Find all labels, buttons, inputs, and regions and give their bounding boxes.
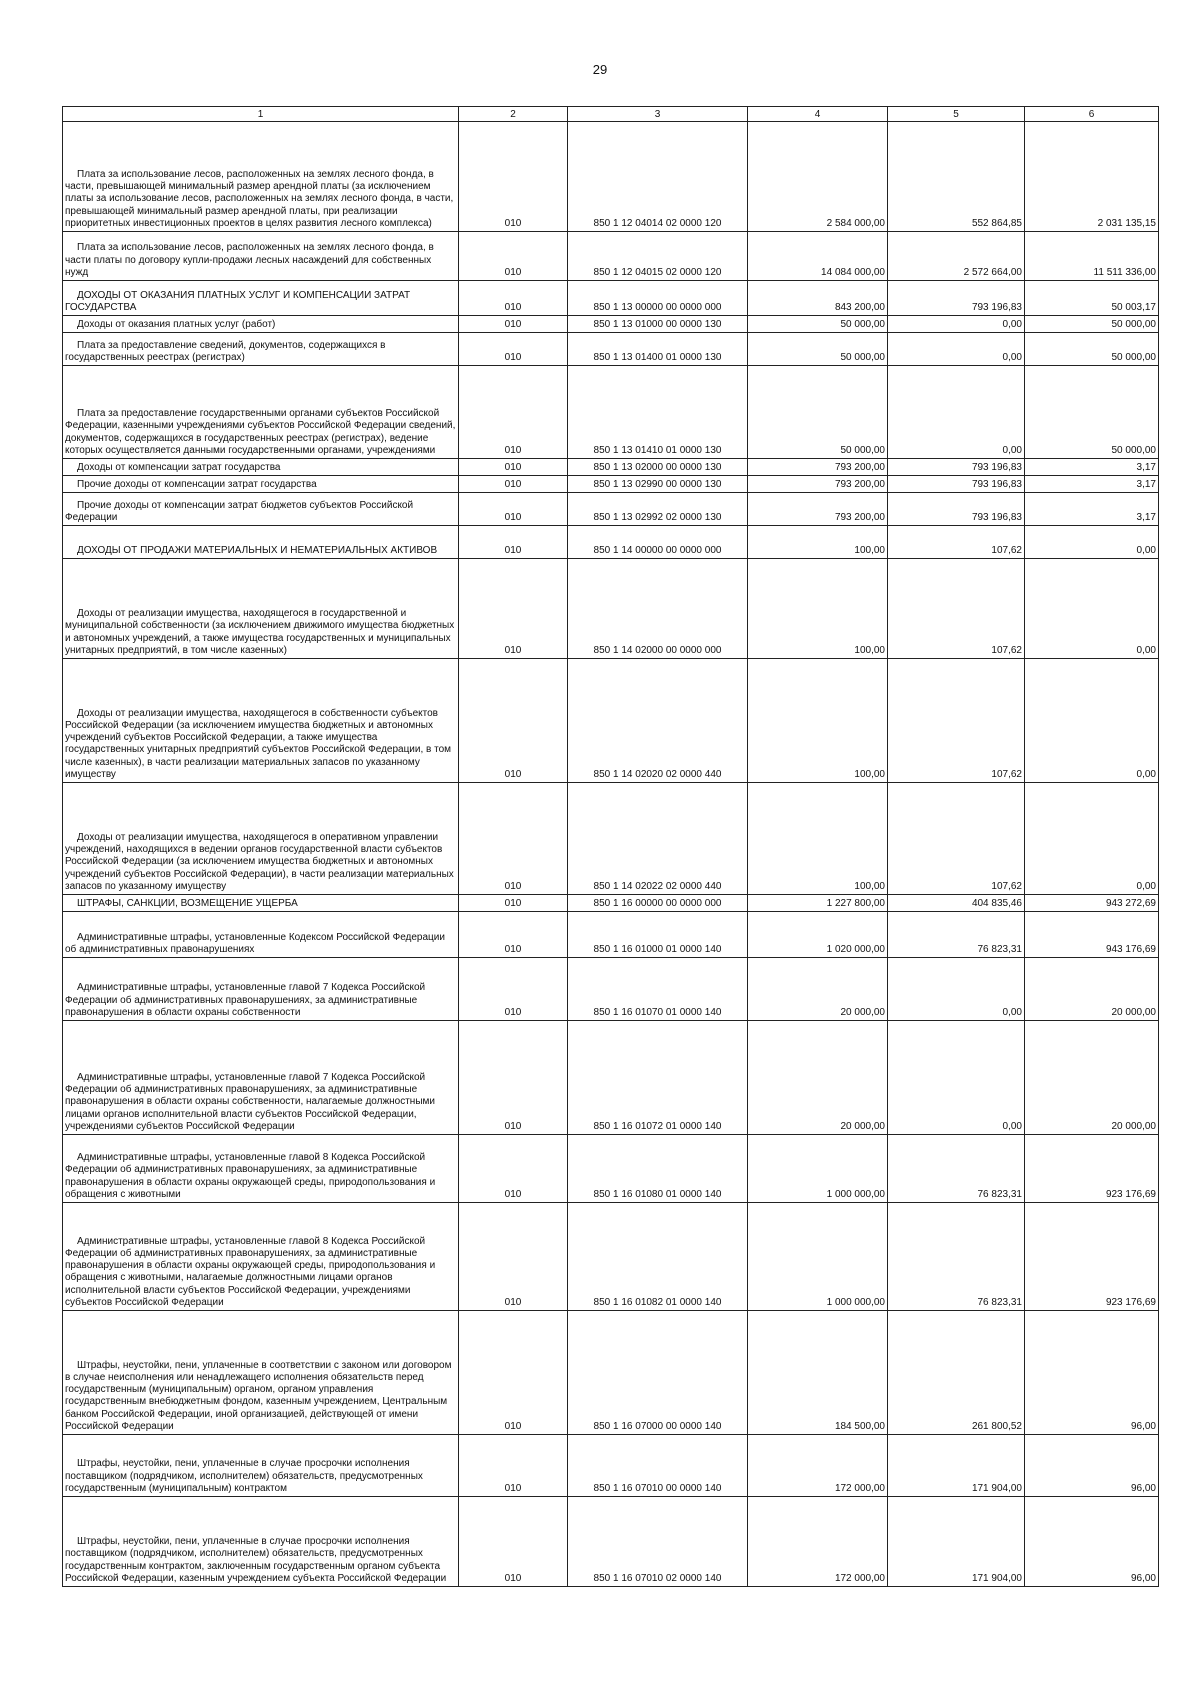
income-name: Доходы от реализации имущества, находящегося в государственной и муниципальной собственности (за исключением движимого имущества бюджетных и автономных учреждений, а также имущества государственных и муниципальных унитарных предприятий, в том числе казенных)	[63, 559, 459, 659]
income-name: Доходы от реализации имущества, находящегося в оперативном управлении учреждений, находящихся в ведении органов государственной власти субъектов Российской Федерации (за исключением имущества бюджетных и автономных учреждений субъектов Российской Федерации), в части реализации материальных запасов по указанному имуществу	[63, 783, 459, 895]
table-row	[63, 1135, 1159, 1203]
line-code: 010	[459, 366, 568, 459]
budget-execution-table	[62, 106, 1159, 1587]
unexecuted-amount: 50 000,00	[1025, 316, 1159, 333]
column-header: 3	[568, 107, 748, 122]
executed-amount: 793 196,83	[888, 476, 1025, 493]
executed-amount: 0,00	[888, 316, 1025, 333]
executed-amount: 0,00	[888, 958, 1025, 1021]
table-row	[63, 526, 1159, 559]
unexecuted-amount: 923 176,69	[1025, 1135, 1159, 1203]
budget-classification-code: 850 1 16 01000 01 0000 140	[568, 912, 748, 958]
income-name: Плата за использование лесов, расположенных на землях лесного фонда, в части платы по договору купли-продажи лесных насаждений для собственных нужд	[63, 232, 459, 281]
line-code: 010	[459, 281, 568, 316]
budget-classification-code: 850 1 12 04014 02 0000 120	[568, 122, 748, 232]
executed-amount: 552 864,85	[888, 122, 1025, 232]
executed-amount: 107,62	[888, 783, 1025, 895]
income-name: Доходы от оказания платных услуг (работ)	[63, 316, 459, 333]
line-code: 010	[459, 1311, 568, 1435]
income-name: Прочие доходы от компенсации затрат государства	[63, 476, 459, 493]
line-code: 010	[459, 783, 568, 895]
table-row	[63, 316, 1159, 333]
table-row	[63, 559, 1159, 659]
unexecuted-amount: 0,00	[1025, 526, 1159, 559]
table-row	[63, 1435, 1159, 1497]
unexecuted-amount: 2 031 135,15	[1025, 122, 1159, 232]
page-number: 29	[592, 62, 608, 77]
table-row	[63, 1497, 1159, 1587]
budget-classification-code: 850 1 14 00000 00 0000 000	[568, 526, 748, 559]
line-code: 010	[459, 333, 568, 366]
table-row	[63, 783, 1159, 895]
line-code: 010	[459, 1203, 568, 1311]
budget-classification-code: 850 1 16 07000 00 0000 140	[568, 1311, 748, 1435]
budget-classification-code: 850 1 13 01000 00 0000 130	[568, 316, 748, 333]
line-code: 010	[459, 912, 568, 958]
unexecuted-amount: 20 000,00	[1025, 1021, 1159, 1135]
approved-amount: 843 200,00	[748, 281, 888, 316]
budget-classification-code: 850 1 14 02022 02 0000 440	[568, 783, 748, 895]
income-name: Штрафы, неустойки, пени, уплаченные в случае просрочки исполнения поставщиком (подрядчиком, исполнителем) обязательств, предусмотренных государственным контрактом, заключенным государственным органом субъекта Российской Федерации, казенным учреждением субъекта Российской Федерации	[63, 1497, 459, 1587]
income-name: Административные штрафы, установленные главой 7 Кодекса Российской Федерации об административных правонарушениях, за административные правонарушения в области охраны собственности	[63, 958, 459, 1021]
unexecuted-amount: 0,00	[1025, 659, 1159, 783]
unexecuted-amount: 96,00	[1025, 1311, 1159, 1435]
line-code: 010	[459, 316, 568, 333]
unexecuted-amount: 943 272,69	[1025, 895, 1159, 912]
line-code: 010	[459, 459, 568, 476]
executed-amount: 107,62	[888, 526, 1025, 559]
table-row	[63, 333, 1159, 366]
column-number-row	[63, 107, 1159, 122]
executed-amount: 793 196,83	[888, 493, 1025, 526]
executed-amount: 76 823,31	[888, 1203, 1025, 1311]
executed-amount: 171 904,00	[888, 1497, 1025, 1587]
unexecuted-amount: 50 003,17	[1025, 281, 1159, 316]
approved-amount: 2 584 000,00	[748, 122, 888, 232]
table-row	[63, 476, 1159, 493]
line-code: 010	[459, 122, 568, 232]
approved-amount: 172 000,00	[748, 1497, 888, 1587]
budget-classification-code: 850 1 16 01080 01 0000 140	[568, 1135, 748, 1203]
executed-amount: 0,00	[888, 1021, 1025, 1135]
unexecuted-amount: 50 000,00	[1025, 333, 1159, 366]
table-row	[63, 232, 1159, 281]
approved-amount: 172 000,00	[748, 1435, 888, 1497]
executed-amount: 107,62	[888, 659, 1025, 783]
executed-amount: 76 823,31	[888, 1135, 1025, 1203]
approved-amount: 184 500,00	[748, 1311, 888, 1435]
unexecuted-amount: 3,17	[1025, 493, 1159, 526]
executed-amount: 171 904,00	[888, 1435, 1025, 1497]
table-row	[63, 459, 1159, 476]
line-code: 010	[459, 659, 568, 783]
executed-amount: 0,00	[888, 366, 1025, 459]
line-code: 010	[459, 493, 568, 526]
income-name: Административные штрафы, установленные главой 8 Кодекса Российской Федерации об административных правонарушениях, за административные правонарушения в области охраны окружающей среды, природопользования и обращения с животными, налагаемые должностными лицами органов исполнительной власти субъектов Российской Федерации, учреждениями субъектов Российской Федерации	[63, 1203, 459, 1311]
line-code: 010	[459, 1435, 568, 1497]
income-name: ДОХОДЫ ОТ ОКАЗАНИЯ ПЛАТНЫХ УСЛУГ И КОМПЕНСАЦИИ ЗАТРАТ ГОСУДАРСТВА	[63, 281, 459, 316]
executed-amount: 261 800,52	[888, 1311, 1025, 1435]
budget-classification-code: 850 1 13 02992 02 0000 130	[568, 493, 748, 526]
income-name: Доходы от компенсации затрат государства	[63, 459, 459, 476]
income-name: Административные штрафы, установленные главой 8 Кодекса Российской Федерации об административных правонарушениях, за административные правонарушения в области охраны окружающей среды, природопользования и обращения с животными	[63, 1135, 459, 1203]
executed-amount: 107,62	[888, 559, 1025, 659]
column-header: 1	[63, 107, 459, 122]
line-code: 010	[459, 559, 568, 659]
table-row	[63, 895, 1159, 912]
budget-classification-code: 850 1 14 02020 02 0000 440	[568, 659, 748, 783]
budget-classification-code: 850 1 16 01070 01 0000 140	[568, 958, 748, 1021]
budget-classification-code: 850 1 13 01400 01 0000 130	[568, 333, 748, 366]
budget-classification-code: 850 1 13 02990 00 0000 130	[568, 476, 748, 493]
approved-amount: 1 020 000,00	[748, 912, 888, 958]
unexecuted-amount: 3,17	[1025, 459, 1159, 476]
budget-classification-code: 850 1 16 01082 01 0000 140	[568, 1203, 748, 1311]
column-header: 2	[459, 107, 568, 122]
line-code: 010	[459, 526, 568, 559]
column-header: 5	[888, 107, 1025, 122]
unexecuted-amount: 923 176,69	[1025, 1203, 1159, 1311]
approved-amount: 20 000,00	[748, 958, 888, 1021]
approved-amount: 100,00	[748, 526, 888, 559]
table-row	[63, 1311, 1159, 1435]
unexecuted-amount: 11 511 336,00	[1025, 232, 1159, 281]
approved-amount: 50 000,00	[748, 316, 888, 333]
executed-amount: 0,00	[888, 333, 1025, 366]
approved-amount: 20 000,00	[748, 1021, 888, 1135]
line-code: 010	[459, 1497, 568, 1587]
income-name: Штрафы, неустойки, пени, уплаченные в случае просрочки исполнения поставщиком (подрядчиком, исполнителем) обязательств, предусмотренных государственным (муниципальным) контрактом	[63, 1435, 459, 1497]
table-row	[63, 281, 1159, 316]
budget-classification-code: 850 1 16 00000 00 0000 000	[568, 895, 748, 912]
executed-amount: 793 196,83	[888, 281, 1025, 316]
approved-amount: 100,00	[748, 659, 888, 783]
income-name: Штрафы, неустойки, пени, уплаченные в соответствии с законом или договором в случае неисполнения или ненадлежащего исполнения обязательств перед государственным (муниципальным) органом, органом управления государственным внебюджетным фондом, казенным учреждением, Центральным банком Российской Федерации, иной организацией, действующей от имени Российской Федерации	[63, 1311, 459, 1435]
income-name: ДОХОДЫ ОТ ПРОДАЖИ МАТЕРИАЛЬНЫХ И НЕМАТЕРИАЛЬНЫХ АКТИВОВ	[63, 526, 459, 559]
executed-amount: 76 823,31	[888, 912, 1025, 958]
approved-amount: 50 000,00	[748, 366, 888, 459]
income-name: Административные штрафы, установленные главой 7 Кодекса Российской Федерации об административных правонарушениях, за административные правонарушения в области охраны собственности, налагаемые должностными лицами органов исполнительной власти субъектов Российской Федерации, учреждениями субъектов Российской Федерации	[63, 1021, 459, 1135]
line-code: 010	[459, 895, 568, 912]
unexecuted-amount: 943 176,69	[1025, 912, 1159, 958]
income-name: ШТРАФЫ, САНКЦИИ, ВОЗМЕЩЕНИЕ УЩЕРБА	[63, 895, 459, 912]
income-name: Плата за предоставление государственными органами субъектов Российской Федерации, казенными учреждениями субъектов Российской Федерации сведений, документов, содержащихся в государственных реестрах (регистрах), ведение которых осуществляется данными государственными органами, учреждениями	[63, 366, 459, 459]
table-row	[63, 1021, 1159, 1135]
unexecuted-amount: 0,00	[1025, 783, 1159, 895]
table-row	[63, 912, 1159, 958]
unexecuted-amount: 96,00	[1025, 1435, 1159, 1497]
table-row	[63, 122, 1159, 232]
executed-amount: 404 835,46	[888, 895, 1025, 912]
budget-classification-code: 850 1 13 00000 00 0000 000	[568, 281, 748, 316]
approved-amount: 100,00	[748, 559, 888, 659]
approved-amount: 1 000 000,00	[748, 1135, 888, 1203]
column-header: 4	[748, 107, 888, 122]
line-code: 010	[459, 1135, 568, 1203]
budget-classification-code: 850 1 16 07010 02 0000 140	[568, 1497, 748, 1587]
approved-amount: 793 200,00	[748, 476, 888, 493]
budget-classification-code: 850 1 13 02000 00 0000 130	[568, 459, 748, 476]
budget-classification-code: 850 1 16 01072 01 0000 140	[568, 1021, 748, 1135]
income-name: Административные штрафы, установленные Кодексом Российской Федерации об административных правонарушениях	[63, 912, 459, 958]
table-row	[63, 1203, 1159, 1311]
unexecuted-amount: 20 000,00	[1025, 958, 1159, 1021]
approved-amount: 14 084 000,00	[748, 232, 888, 281]
budget-classification-code: 850 1 13 01410 01 0000 130	[568, 366, 748, 459]
unexecuted-amount: 0,00	[1025, 559, 1159, 659]
executed-amount: 2 572 664,00	[888, 232, 1025, 281]
column-header: 6	[1025, 107, 1159, 122]
approved-amount: 793 200,00	[748, 459, 888, 476]
budget-classification-code: 850 1 12 04015 02 0000 120	[568, 232, 748, 281]
approved-amount: 100,00	[748, 783, 888, 895]
line-code: 010	[459, 476, 568, 493]
table-row	[63, 366, 1159, 459]
unexecuted-amount: 3,17	[1025, 476, 1159, 493]
line-code: 010	[459, 958, 568, 1021]
executed-amount: 793 196,83	[888, 459, 1025, 476]
table-row	[63, 958, 1159, 1021]
unexecuted-amount: 96,00	[1025, 1497, 1159, 1587]
unexecuted-amount: 50 000,00	[1025, 366, 1159, 459]
table-row	[63, 493, 1159, 526]
approved-amount: 50 000,00	[748, 333, 888, 366]
approved-amount: 1 227 800,00	[748, 895, 888, 912]
approved-amount: 793 200,00	[748, 493, 888, 526]
income-name: Плата за использование лесов, расположенных на землях лесного фонда, в части, превышающей минимальный размер арендной платы (за исключением платы за использование лесов, расположенных на землях лесного фонда, в части, превышающей минимальный размер арендной платы, при реализации приоритетных инвестиционных проектов в целях развития лесного комплекса)	[63, 122, 459, 232]
income-name: Прочие доходы от компенсации затрат бюджетов субъектов Российской Федерации	[63, 493, 459, 526]
budget-classification-code: 850 1 16 07010 00 0000 140	[568, 1435, 748, 1497]
approved-amount: 1 000 000,00	[748, 1203, 888, 1311]
table-row	[63, 659, 1159, 783]
budget-classification-code: 850 1 14 02000 00 0000 000	[568, 559, 748, 659]
income-name: Плата за предоставление сведений, документов, содержащихся в государственных реестрах (регистрах)	[63, 333, 459, 366]
line-code: 010	[459, 1021, 568, 1135]
income-name: Доходы от реализации имущества, находящегося в собственности субъектов Российской Федерации (за исключением имущества бюджетных и автономных учреждений субъектов Российской Федерации, а также имущества государственных унитарных предприятий субъектов Российской Федерации, в том числе казенных), в части реализации материальных запасов по указанному имуществу	[63, 659, 459, 783]
line-code: 010	[459, 232, 568, 281]
